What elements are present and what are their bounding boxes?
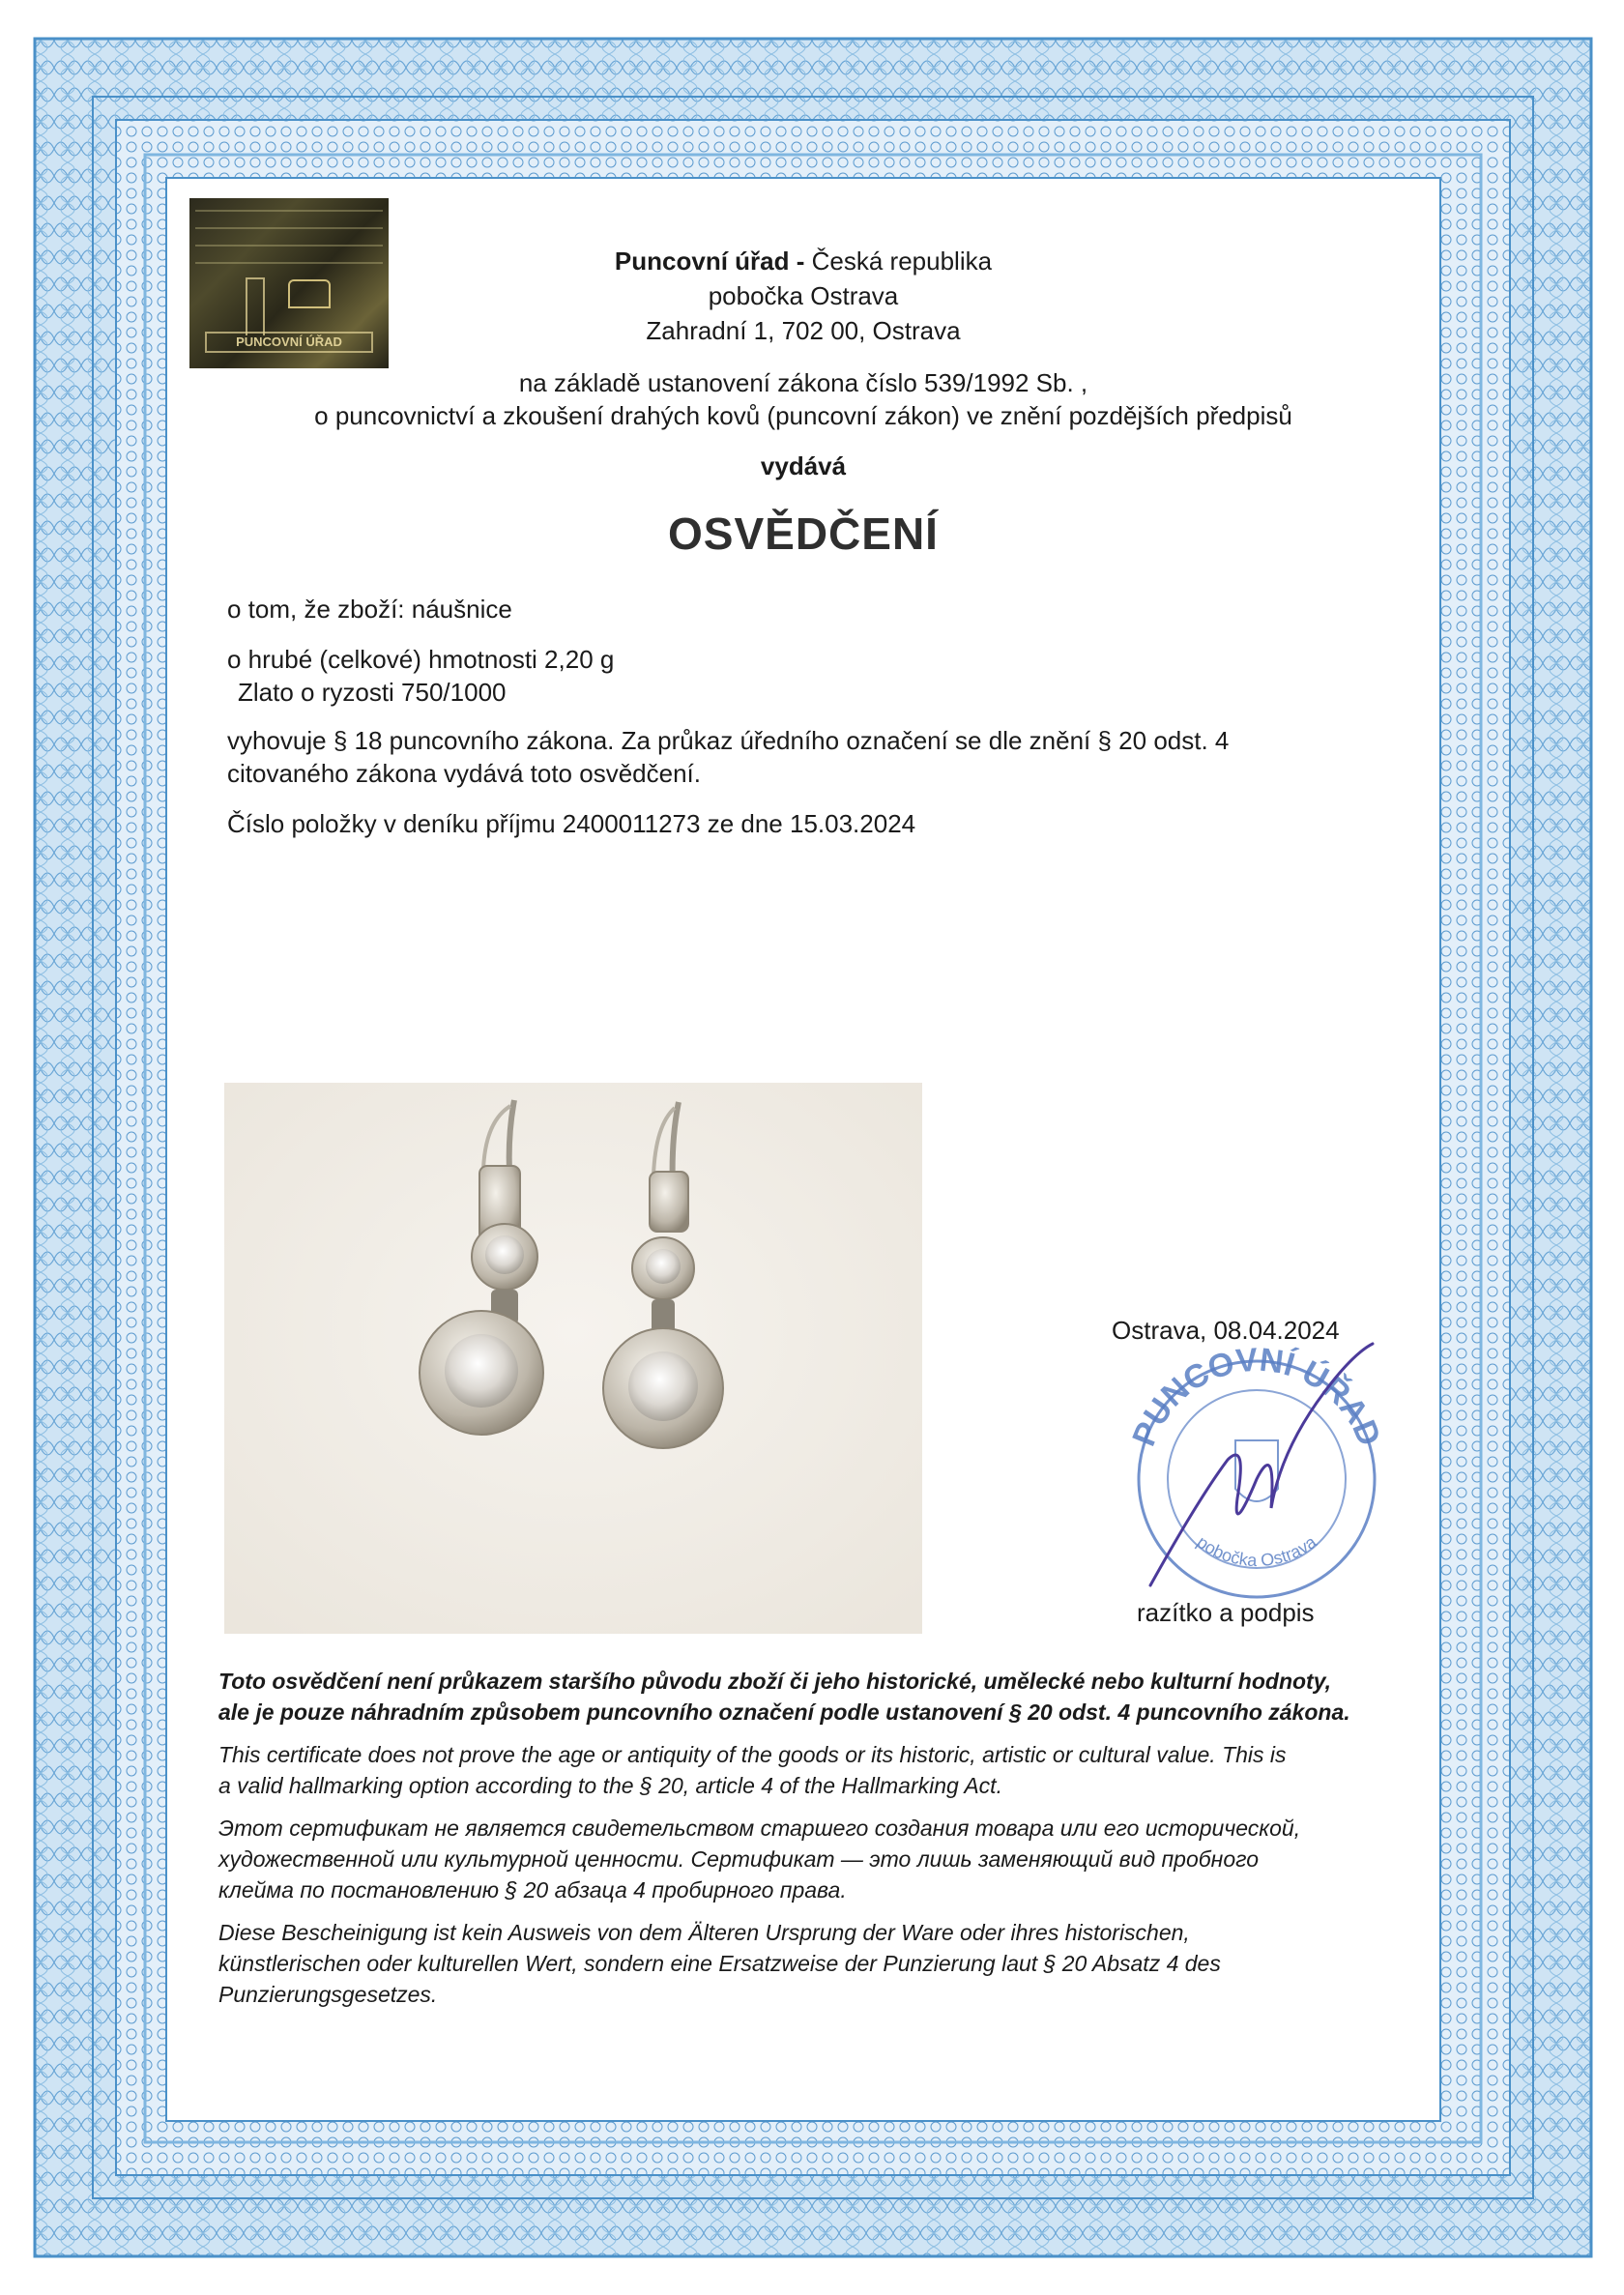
signature-caption: razítko a podpis: [1137, 1598, 1315, 1627]
compliance-line2: citovaného zákona vydává toto osvědčení.: [227, 759, 701, 788]
disclaimer-en-line1: This certificate does not prove the age or antiquity of the goods or its historic, artistic or cultural value. This is: [218, 1742, 1287, 1767]
item-number-line: Číslo položky v deníku příjmu 2400011273 ze dne 15.03.2024: [227, 809, 916, 838]
place-date: Ostrava, 08.04.2024: [1112, 1316, 1340, 1345]
office-name: Puncovní úřad -: [614, 247, 805, 276]
office-country: Česká republika: [811, 247, 993, 276]
disclaimer-de-line1: Diese Bescheinigung ist kein Ausweis von dem Älteren Ursprung der Ware oder ihres historischen,: [218, 1920, 1190, 1945]
disclaimer-ru-line2: художественной или культурной ценности. Сертификат — это лишь заменяющий вид пробного: [218, 1846, 1260, 1872]
purity-line: Zlato o ryzosti 750/1000: [238, 678, 507, 707]
stamp-outer-text: PUNCOVNÍ ÚŘAD: [1125, 1341, 1388, 1452]
issues-label: vydává: [760, 451, 847, 480]
official-stamp: [1112, 1334, 1402, 1605]
disclaimer-de-line2: künstlerischen oder kulturellen Wert, sondern eine Ersatzweise der Punzierung laut § 20 Absatz 4 des: [218, 1951, 1221, 1976]
stamp-inner-text: pobočka Ostrava: [1193, 1531, 1320, 1571]
disclaimer-cz-line2: ale je pouze náhradním způsobem puncovního označení podle ustanovení § 20 odst. 4 puncovního zákona.: [218, 1699, 1350, 1725]
goods-line: o tom, že zboží: náušnice: [227, 595, 512, 624]
disclaimer-ru-line3: клейма по постановлению § 20 абзаца 4 пробирного права.: [218, 1877, 847, 1903]
compliance-line1: vyhovuje § 18 puncovního zákona. Za průkaz úředního označení se dle znění § 20 odst. 4: [227, 726, 1230, 755]
svg-text:pobočka Ostrava: [1194, 1531, 1321, 1570]
disclaimer-en-line2: a valid hallmarking option according to the § 20, article 4 of the Hallmarking Act.: [218, 1773, 1002, 1798]
disclaimer-cz-line1: Toto osvědčení není průkazem staršího původu zboží či jeho historické, umělecké nebo kulturní hodnoty,: [218, 1669, 1332, 1694]
disclaimer-ru-line1: Этот сертификат не является свидетельством старшего создания товара или его исторической,: [218, 1816, 1301, 1841]
office-address: Zahradní 1, 702 00, Ostrava: [646, 316, 961, 345]
weight-line: o hrubé (celkové) hmotnosti 2,20 g: [227, 645, 615, 674]
office-branch: pobočka Ostrava: [708, 281, 899, 310]
earrings-photo: [224, 1083, 922, 1634]
hologram-lettering: PUNCOVNÍ ÚŘAD: [205, 332, 373, 353]
office-heading: [176, 244, 1431, 278]
svg-text:PUNCOVNÍ ÚŘAD: [1125, 1342, 1387, 1452]
legal-basis-line2: o puncovnictví a zkoušení drahých kovů (puncovní zákon) ve znění pozdějších předpisů: [314, 401, 1292, 430]
page-title: OSVĚDČENÍ: [668, 508, 939, 559]
legal-basis-line1: na základě ustanovení zákona číslo 539/1992 Sb. ,: [518, 368, 1088, 397]
disclaimer-de-line3: Punzierungsgesetzes.: [218, 1982, 438, 2007]
